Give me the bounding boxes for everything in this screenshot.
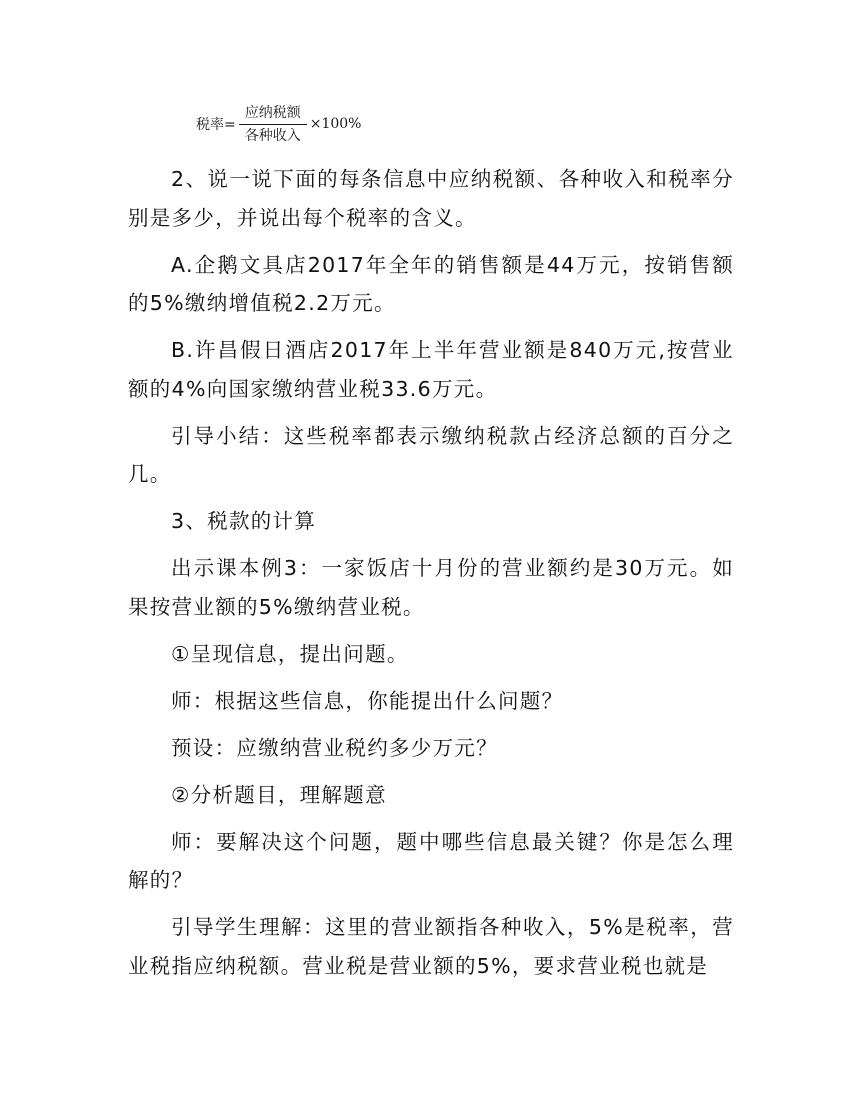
formula-fraction (239, 104, 307, 145)
document-body (128, 160, 734, 994)
paragraph: 引导小结：这些税率都表示缴纳税款占经济总额的百分之几。 (128, 423, 734, 487)
paragraph: 2、说一说下面的每条信息中应纳税额、各种收入和税率分别是多少，并说出每个税率的含义。 (128, 167, 734, 230)
formula-numerator: 应纳税额 (239, 104, 307, 125)
formula-label: 税率= (196, 117, 236, 133)
paragraph: 出示课本例3：一家饭店十月份的营业额约是30万元。如果按营业额的5%缴纳营业税。 (128, 556, 734, 619)
formula-denominator: 各种收入 (244, 127, 301, 144)
formula-multiplier: ×100% (309, 116, 362, 132)
step-heading: ②分析题目，理解题意 (171, 782, 387, 807)
step-heading: ①呈现信息，提出问题。 (171, 641, 409, 666)
section-heading: 3、税款的计算 (171, 509, 317, 534)
paragraph: B.许昌假日酒店2017年上半年营业额是840万元,按营业额的4%向国家缴纳营业税33.6万元。 (128, 338, 734, 401)
paragraph: 师：要解决这个问题，题中哪些信息最关键？你是怎么理解的？ (128, 829, 734, 893)
paragraph: 预设：应缴纳营业税约多少万元？ (171, 735, 498, 760)
paragraph: 引导学生理解：这里的营业额指各种收入，5%是税率，营业税指应纳税额。营业税是营业额的5%，要求营业税也就是 (128, 915, 734, 978)
tax-rate-formula (196, 102, 362, 146)
paragraph: A.企鹅文具店2017年全年的销售额是44万元，按销售额的5%缴纳增值税2.2万元。 (128, 252, 734, 316)
paragraph: 师：根据这些信息，你能提出什么问题？ (171, 688, 564, 713)
